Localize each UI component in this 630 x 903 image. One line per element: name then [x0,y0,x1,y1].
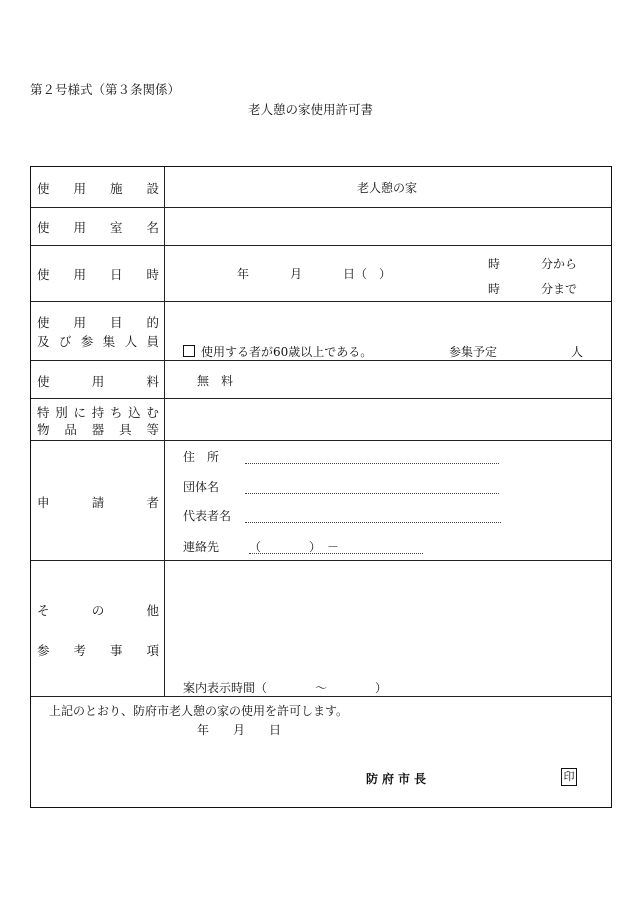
attendees-label: 参集予定 [449,345,498,359]
permit-table [30,166,612,808]
display-time: 案内表示時間（ ～ ） [183,681,388,695]
time-start-hour: 時 [488,257,501,271]
age-checkbox-label: 使用する者が60歳以上である。 [201,345,373,359]
label-fee: 使 用 料 [37,374,159,389]
date-year: 年 [237,267,250,281]
label-attendees: 及 び 参 集 人 員 [37,334,159,349]
label-items-1: 特 別 に 持 ち 込 む [37,405,159,420]
rep-label: 代表者名 [183,509,232,523]
form-number: 第２号様式（第３条関係） [30,82,181,97]
page-title: 老人憩の家使用許可書 [248,102,374,117]
contact-underline [249,553,423,554]
label-applicant: 申 請 者 [37,495,159,510]
date-month: 月 [290,267,303,281]
label-datetime: 使 用 日 時 [37,267,159,282]
time-start-min: 分から [541,257,578,271]
rep-field[interactable] [245,522,501,523]
fee-value: 無 料 [197,374,234,388]
facility-value: 老人憩の家 [357,181,418,195]
attendees-unit: 人 [571,345,584,359]
label-reference: 参 考 事 項 [37,643,159,658]
address-label: 住 所 [183,450,220,464]
contact-field[interactable]: （ ） － [249,540,340,554]
time-end-min: 分まで [541,282,578,296]
permit-date: 年 月 日 [197,723,282,737]
label-purpose: 使 用 目 的 [37,315,159,330]
seal-mark: 印 [561,768,577,786]
group-field[interactable] [245,493,499,494]
contact-label: 連絡先 [183,540,220,554]
permit-statement: 上記のとおり、防府市老人憩の家の使用を許可します。 [49,704,349,718]
age-checkbox[interactable] [183,343,372,360]
label-other: そ の 他 [37,603,159,618]
time-end-hour: 時 [488,282,501,296]
mayor-title: 防府市長 [366,772,431,786]
label-facility: 使 用 施 設 [37,181,159,196]
label-items-2: 物 品 器 具 等 [37,422,159,437]
checkbox-icon[interactable] [183,345,195,357]
address-field[interactable] [245,463,499,464]
label-room: 使 用 室 名 [37,220,159,235]
group-label: 団体名 [183,480,220,494]
date-day: 日（ ） [343,267,392,281]
